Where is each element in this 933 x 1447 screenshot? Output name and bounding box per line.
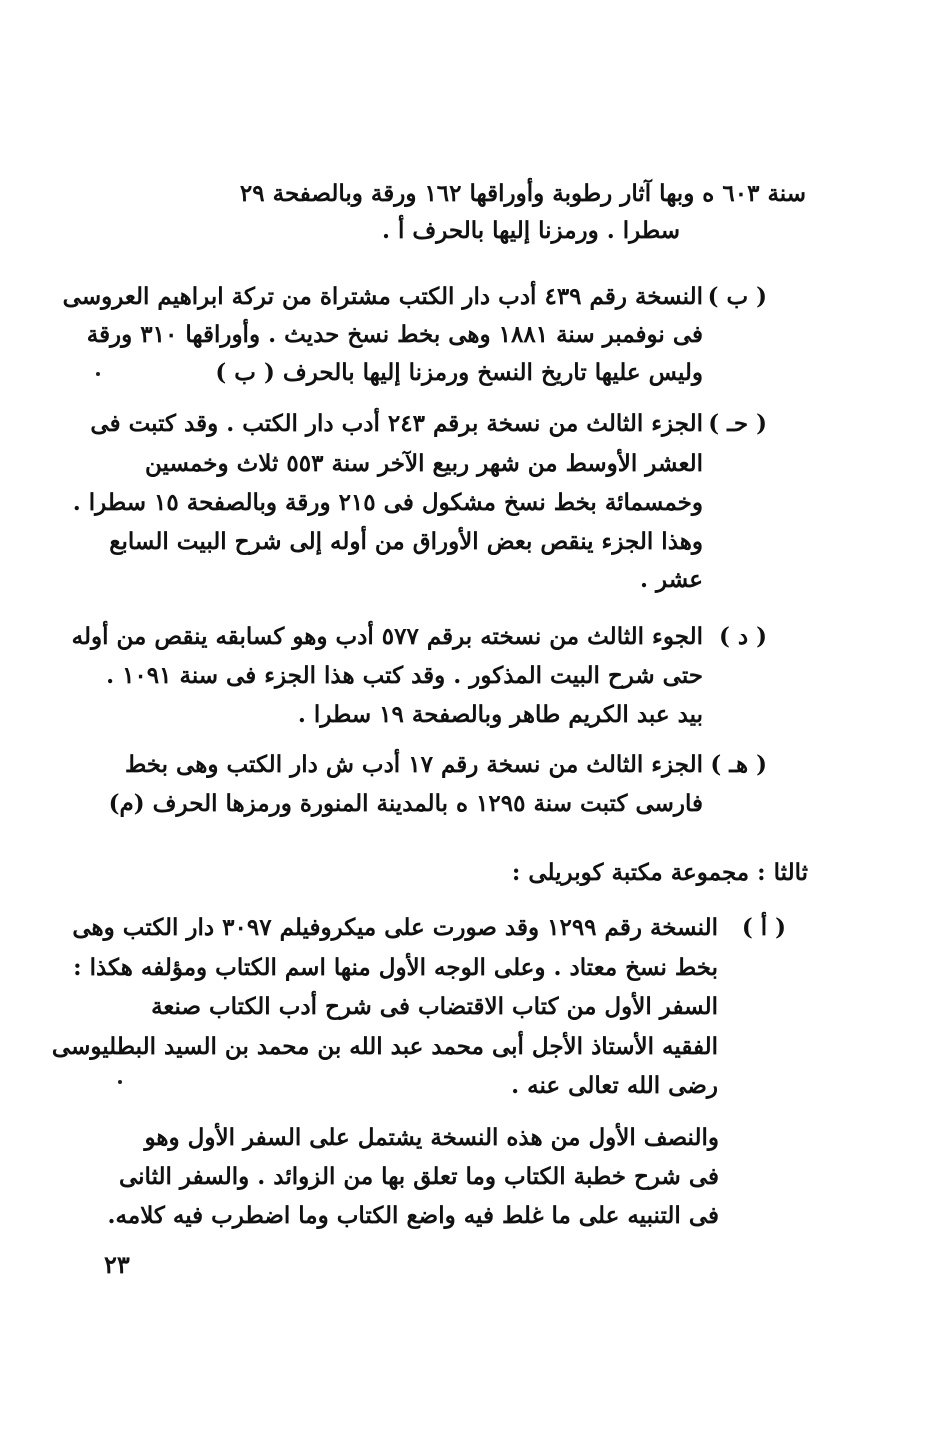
entry-line: النسخة رقم ١٢٩٩ وقد صورت على ميكروفيلم ٣٠٩٧ دار الكتب وهى <box>72 914 718 941</box>
entry-line: رضى الله تعالى عنه . <box>511 1072 718 1099</box>
entry-line: الجزء الثالث من نسخة برقم ٢٤٣ أدب دار الكتب . وقد كتبت فى <box>90 410 703 437</box>
entry-line: بيد عبد الكريم طاهر وبالصفحة ١٩ سطرا . <box>297 701 703 728</box>
entry-line: السفر الأول من كتاب الاقتضاب فى شرح أدب الكتاب صنعة <box>151 993 718 1020</box>
intro-line: سطرا . ورمزنا إليها بالحرف أ . <box>381 217 680 244</box>
section-heading: ثالثا : مجموعة مكتبة كوبريلى : <box>511 859 808 886</box>
paragraph-line: فى شرح خطبة الكتاب وما تعلق بها من الزوائد . والسفر الثانى <box>118 1163 719 1190</box>
entry-line: النسخة رقم ٤٣٩ أدب دار الكتب مشتراة من تركة ابراهيم العروسى <box>62 283 703 310</box>
entry-marker: ( ب ) <box>707 283 767 310</box>
entry-line: وخمسمائة بخط نسخ مشكول فى ٢١٥ ورقة وبالصفحة ١٥ سطرا . <box>72 489 703 516</box>
entry-line: فارسى كتبت سنة ١٢٩٥ ه بالمدينة المنورة ورمزها الحرف (م) <box>108 790 703 817</box>
page-number: ٢٣ <box>104 1250 130 1279</box>
scan-speck <box>118 1080 122 1084</box>
entry-marker: ( حـ ) <box>708 410 767 437</box>
paragraph-line: فى التنبيه على ما غلط فيه واضع الكتاب وما اضطرب فيه كلامه. <box>107 1202 719 1229</box>
entry-line: العشر الأوسط من شهر ربيع الآخر سنة ٥٥٣ ثلاث وخمسين <box>145 450 703 477</box>
entry-line: وهذا الجزء ينقص بعض الأوراق من أوله إلى شرح البيت السابع <box>109 528 703 555</box>
entry-line: فى نوفمبر سنة ١٨٨١ وهى بخط نسخ حديث . وأوراقها ٣١٠ ورقة <box>86 321 703 348</box>
paragraph-line: والنصف الأول من هذه النسخة يشتمل على السفر الأول وهو <box>144 1124 719 1151</box>
entry-line: عشر . <box>640 566 703 593</box>
scan-speck <box>96 372 100 376</box>
entry-line: حتى شرح البيت المذكور . وقد كتب هذا الجزء فى سنة ١٠٩١ . <box>106 662 703 689</box>
entry-line: الجوء الثالث من نسخته برقم ٥٧٧ أدب وهو كسابقه ينقص من أوله <box>71 623 703 650</box>
entry-line: بخط نسخ معتاد . وعلى الوجه الأول منها اسم الكتاب ومؤلفه هكذا : <box>73 954 718 981</box>
entry-marker: ( د ) <box>718 623 767 650</box>
entry-marker: ( هـ ) <box>710 751 767 778</box>
entry-line: وليس عليها تاريخ النسخ ورمزنا إليها بالحرف ( ب ) <box>215 359 703 386</box>
entry-line: الفقيه الأستاذ الأجل أبى محمد عبد الله بن محمد بن السيد البطليوسى <box>51 1033 718 1060</box>
intro-line: سنة ٦٠٣ ه وبها آثار رطوبة وأوراقها ١٦٢ ورقة وبالصفحة ٢٩ <box>239 180 806 207</box>
entry-line: الجزء الثالث من نسخة رقم ١٧ أدب ش دار الكتب وهى بخط <box>124 751 703 778</box>
entry-marker: ( أ ) <box>741 914 786 941</box>
